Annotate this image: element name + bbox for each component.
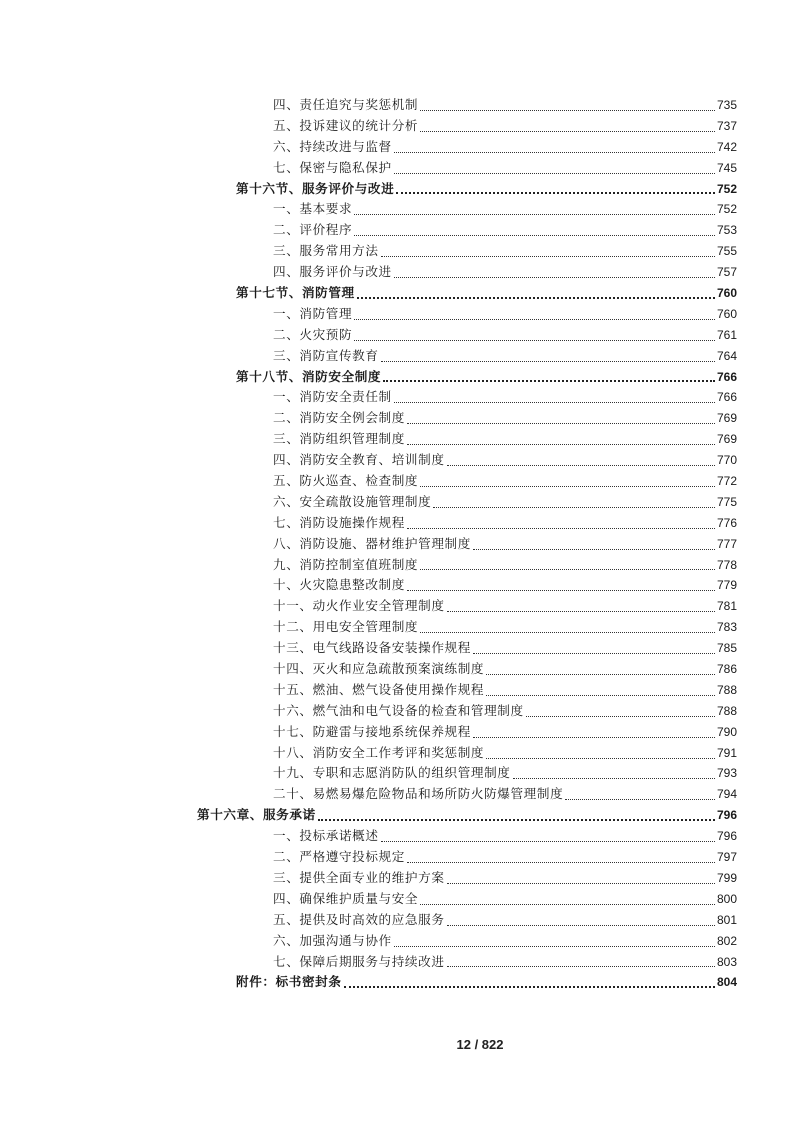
toc-entry-title: 五、防火巡查、检查制度 (273, 473, 419, 489)
toc-entry[interactable] (0, 764, 793, 785)
toc-dot-leader (473, 548, 715, 550)
toc-entry-title: 一、基本要求 (273, 201, 353, 217)
toc-entry[interactable] (0, 158, 793, 179)
toc-dot-leader (473, 736, 715, 738)
toc-entry-title: 十二、用电安全管理制度 (273, 619, 419, 635)
toc-entry-page: 776 (716, 515, 737, 530)
toc-entry[interactable] (0, 868, 793, 889)
toc-entry-page: 735 (716, 97, 737, 112)
toc-entry[interactable] (0, 826, 793, 847)
toc-entry-page: 797 (716, 850, 737, 865)
toc-entry-page: 796 (716, 808, 737, 823)
toc-entry-page: 777 (716, 536, 737, 551)
toc-entry-page: 742 (716, 139, 737, 154)
toc-entry[interactable] (0, 847, 793, 868)
toc-entry[interactable] (0, 701, 793, 722)
toc-entry[interactable] (0, 952, 793, 973)
toc-dot-leader (407, 589, 715, 591)
toc-entry[interactable] (0, 95, 793, 116)
toc-entry[interactable] (0, 137, 793, 158)
toc-entry-page: 775 (716, 494, 737, 509)
toc-chapter-entry[interactable] (0, 805, 793, 826)
toc-entry-page: 781 (716, 599, 737, 614)
toc-dot-leader (354, 213, 715, 215)
toc-entry[interactable] (0, 450, 793, 471)
toc-dot-leader (344, 985, 715, 988)
toc-entry-page: 796 (716, 829, 737, 844)
toc-entry[interactable] (0, 304, 793, 325)
toc-entry-page: 799 (716, 870, 737, 885)
toc-entry-title: 十七、防避雷与接地系统保养规程 (273, 723, 471, 739)
toc-dot-leader (447, 965, 715, 967)
toc-entry-title: 七、保密与隐私保护 (273, 159, 392, 175)
toc-dot-leader (381, 360, 715, 362)
toc-entry[interactable] (0, 910, 793, 931)
toc-entry[interactable] (0, 429, 793, 450)
toc-entry-title: 六、持续改进与监督 (273, 138, 392, 154)
toc-entry-page: 778 (716, 557, 737, 572)
toc-dot-leader (420, 903, 715, 905)
toc-dot-leader (473, 652, 715, 654)
toc-entry-title: 八、消防设施、器材维护管理制度 (273, 535, 471, 551)
toc-dot-leader (318, 818, 715, 821)
toc-entry-page: 752 (716, 181, 737, 196)
toc-dot-leader (420, 568, 715, 570)
toc-entry-page: 760 (716, 286, 737, 300)
toc-dot-leader (407, 443, 715, 445)
toc-dot-leader (420, 485, 715, 487)
toc-entry-title: 三、服务常用方法 (273, 243, 379, 259)
toc-entry[interactable] (0, 722, 793, 743)
toc-dot-leader (486, 673, 715, 675)
toc-entry-title: 十六、燃气油和电气设备的检查和管理制度 (273, 702, 524, 718)
toc-entry-page: 761 (716, 327, 737, 342)
toc-entry-page: 753 (716, 223, 737, 238)
toc-dot-leader (396, 191, 715, 194)
toc-entry[interactable] (0, 513, 793, 534)
toc-dot-leader (447, 924, 715, 926)
toc-entry-page: 788 (716, 682, 737, 697)
toc-dot-leader (381, 255, 715, 257)
toc-entry[interactable] (0, 889, 793, 910)
toc-entry-title: 一、消防安全责任制 (273, 389, 392, 405)
toc-entry-title: 十、火灾隐患整改制度 (273, 577, 405, 593)
page-number: 12 / 822 (456, 1037, 504, 1052)
toc-entry[interactable] (0, 116, 793, 137)
toc-entry-page: 788 (716, 703, 737, 718)
toc-entry-title: 第十六章、服务承诺 (197, 807, 316, 823)
toc-entry-title: 六、加强沟通与协作 (273, 932, 392, 948)
toc-entry[interactable] (0, 617, 793, 638)
toc-dot-leader (486, 694, 715, 696)
toc-entry-page: 804 (716, 975, 737, 990)
toc-dot-leader (394, 276, 715, 278)
toc-entry[interactable] (0, 596, 793, 617)
toc-entry-title: 附件：标书密封条 (236, 974, 342, 990)
toc-entry-title: 二、消防安全例会制度 (273, 410, 405, 426)
toc-dot-leader (565, 798, 715, 800)
toc-dot-leader (354, 339, 715, 341)
toc-entry-page: 752 (716, 202, 737, 217)
toc-entry[interactable] (0, 220, 793, 241)
toc-entry-page: 793 (716, 766, 737, 781)
toc-entry-title: 二十、易燃易爆危险物品和场所防火防爆管理制度 (273, 786, 564, 802)
toc-entry[interactable] (0, 387, 793, 408)
toc-entry-title: 五、提供及时高效的应急服务 (273, 911, 445, 927)
toc-entry-title: 三、提供全面专业的维护方案 (273, 869, 445, 885)
table-of-contents (0, 95, 793, 993)
toc-entry-page: 783 (716, 620, 737, 635)
toc-entry-title: 一、投标承诺概述 (273, 828, 379, 844)
toc-entry-title: 七、消防设施操作规程 (273, 514, 405, 530)
toc-entry-title: 十四、灭火和应急疏散预案演练制度 (273, 661, 485, 677)
toc-dot-leader (394, 172, 715, 174)
toc-entry-title: 三、消防组织管理制度 (273, 431, 405, 447)
toc-dot-leader (447, 882, 715, 884)
toc-entry-page: 772 (716, 474, 737, 489)
toc-dot-leader (526, 715, 715, 717)
toc-entry-page: 737 (716, 118, 737, 133)
toc-dot-leader (407, 861, 715, 863)
toc-entry-title: 二、评价程序 (273, 222, 353, 238)
toc-dot-leader (420, 130, 715, 132)
toc-entry[interactable] (0, 408, 793, 429)
toc-dot-leader (354, 318, 715, 320)
toc-dot-leader (357, 296, 715, 299)
toc-entry-title: 三、消防宣传教育 (273, 347, 379, 363)
toc-entry[interactable] (0, 199, 793, 220)
toc-entry-title: 五、投诉建议的统计分析 (273, 117, 419, 133)
toc-entry[interactable] (0, 471, 793, 492)
toc-entry-page: 745 (716, 160, 737, 175)
toc-entry-title: 四、责任追究与奖惩机制 (273, 96, 419, 112)
toc-dot-leader (513, 777, 715, 779)
toc-dot-leader (420, 631, 715, 633)
toc-dot-leader (420, 109, 715, 111)
toc-entry-page: 790 (716, 724, 737, 739)
toc-dot-leader (447, 464, 715, 466)
toc-section-entry[interactable] (0, 972, 793, 993)
toc-entry-title: 一、消防管理 (273, 305, 353, 321)
toc-entry-page: 794 (716, 787, 737, 802)
toc-entry[interactable] (0, 492, 793, 513)
toc-entry[interactable] (0, 534, 793, 555)
toc-dot-leader (394, 945, 715, 947)
toc-entry-page: 791 (716, 745, 737, 760)
toc-entry-page: 766 (716, 390, 737, 405)
toc-entry-page: 770 (716, 453, 737, 468)
toc-entry[interactable] (0, 680, 793, 701)
toc-entry[interactable] (0, 638, 793, 659)
toc-section-entry[interactable] (0, 367, 793, 388)
toc-dot-leader (433, 506, 715, 508)
toc-entry-title: 十九、专职和志愿消防队的组织管理制度 (273, 765, 511, 781)
toc-entry-page: 769 (716, 432, 737, 447)
toc-entry[interactable] (0, 346, 793, 367)
toc-entry[interactable] (0, 241, 793, 262)
toc-dot-leader (407, 527, 715, 529)
toc-entry-title: 十一、动火作业安全管理制度 (273, 598, 445, 614)
toc-dot-leader (383, 379, 715, 382)
toc-entry-title: 七、保障后期服务与持续改进 (273, 953, 445, 969)
toc-entry-page: 757 (716, 265, 737, 280)
toc-entry[interactable] (0, 575, 793, 596)
toc-entry[interactable] (0, 325, 793, 346)
toc-dot-leader (394, 151, 715, 153)
toc-entry-title: 第十七节、消防管理 (236, 285, 355, 300)
toc-entry-title: 四、服务评价与改进 (273, 264, 392, 280)
toc-entry-title: 十三、电气线路设备安装操作规程 (273, 640, 471, 656)
toc-entry-page: 800 (716, 891, 737, 906)
toc-entry-title: 九、消防控制室值班制度 (273, 556, 419, 572)
toc-entry-page: 786 (716, 662, 737, 677)
toc-entry-page: 766 (716, 369, 737, 384)
toc-section-entry[interactable] (0, 283, 793, 304)
toc-entry-page: 802 (716, 933, 737, 948)
toc-entry-title: 第十六节、服务评价与改进 (236, 180, 395, 196)
toc-entry-page: 803 (716, 954, 737, 969)
toc-entry-page: 764 (716, 348, 737, 363)
toc-entry-title: 第十八节、消防安全制度 (236, 368, 382, 384)
toc-dot-leader (394, 401, 715, 403)
toc-entry-title: 四、确保维护质量与安全 (273, 890, 419, 906)
toc-entry[interactable] (0, 743, 793, 764)
toc-dot-leader (354, 234, 715, 236)
toc-entry-title: 六、安全疏散设施管理制度 (273, 493, 432, 509)
toc-dot-leader (447, 610, 715, 612)
toc-entry[interactable] (0, 931, 793, 952)
toc-entry-title: 十八、消防安全工作考评和奖惩制度 (273, 744, 485, 760)
toc-entry[interactable] (0, 784, 793, 805)
toc-entry[interactable] (0, 555, 793, 576)
toc-entry-page: 785 (716, 641, 737, 656)
toc-entry-title: 十五、燃油、燃气设备使用操作规程 (273, 681, 485, 697)
toc-dot-leader (486, 757, 715, 759)
toc-entry[interactable] (0, 659, 793, 680)
toc-entry-page: 769 (716, 411, 737, 426)
toc-entry-page: 755 (716, 244, 737, 259)
toc-section-entry[interactable] (0, 179, 793, 200)
toc-entry-page: 801 (716, 912, 737, 927)
toc-entry-title: 二、严格遵守投标规定 (273, 849, 405, 865)
toc-entry-title: 二、火灾预防 (273, 326, 353, 342)
toc-dot-leader (381, 840, 715, 842)
toc-entry[interactable] (0, 262, 793, 283)
toc-entry-title: 四、消防安全教育、培训制度 (273, 452, 445, 468)
toc-entry-page: 779 (716, 578, 737, 593)
toc-entry-page: 760 (716, 306, 737, 321)
toc-dot-leader (407, 422, 715, 424)
